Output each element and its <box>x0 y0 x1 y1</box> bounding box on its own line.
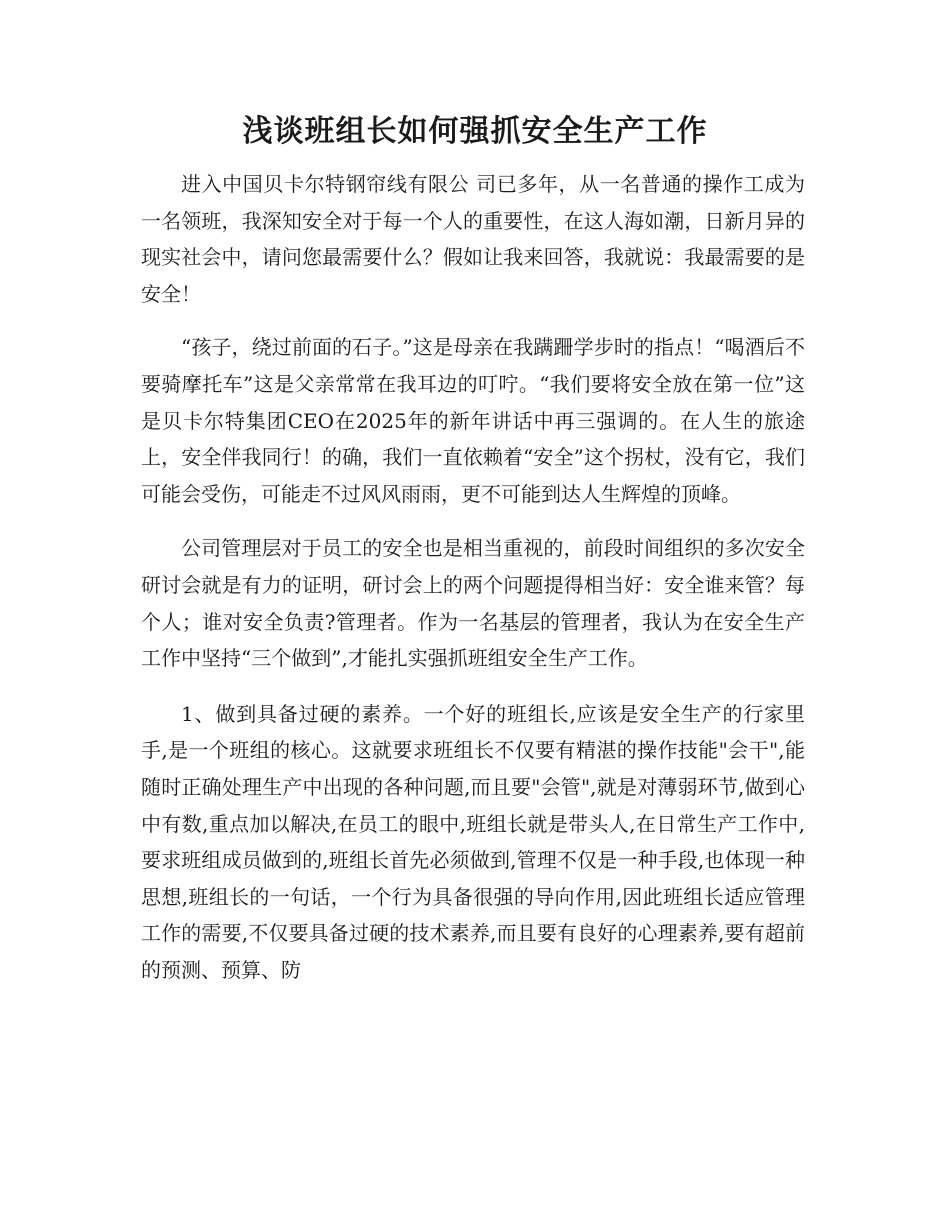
document-body <box>141 166 805 988</box>
paragraph-4: 1、做到具备过硬的素养。一个好的班组长,应该是安全生产的行家里手,是一个班组的核心。这就要求班组长不仅要有精湛的操作技能"会干",能随时正确处理生产中出现的各种问题,而且要"会管",就是对薄弱环节,做到心中有数,重点加以解决,在员工的眼中,班组长就是带头人,在日常生产工作中,要求班组成员做到的,班组长首先必须做到,管理不仅是一种手段,也体现一种思想,班组长的一句话，一个行为具备很强的导向作用,因此班组长适应管理工作的需要,不仅要具备过硬的技术素养,而且要有良好的心理素养,要有超前的预测、预算、防 <box>141 701 805 982</box>
paragraph-1: 进入中国贝卡尔特钢帘线有限公 司已多年，从一名普通的操作工成为一名领班，我深知安全对于每一个人的重要性，在这人海如潮，日新月异的现实社会中，请问您最需要什么？假如让我来回答，我就说：我最需要的是安全！ <box>141 172 805 306</box>
document-title: 浅谈班组长如何强抓安全生产工作 <box>242 114 708 149</box>
paragraph-2: “孩子，绕过前面的石子。”这是母亲在我蹒跚学步时的指点！“喝酒后不要骑摩托车”这是父亲常常在我耳边的叮咛。“我们要将安全放在第一位”这是贝卡尔特集团CEO在2025年的新年讲话中再三强调的。在人生的旅途上，安全伴我同行！的确，我们一直依赖着“安全”这个拐杖，没有它，我们可能会受伤，可能走不过风风雨雨，更不可能到达人生辉煌的顶峰。 <box>141 335 805 506</box>
paragraph-3: 公司管理层对于员工的安全也是相当重视的，前段时间组织的多次安全研讨会就是有力的证明，研讨会上的两个问题提得相当好：安全谁来管？每个人；谁对安全负责?管理者。作为一名基层的管理者，我认为在安全生产工作中坚持“三个做到”,才能扎实强抓班组安全生产工作。 <box>141 536 805 671</box>
